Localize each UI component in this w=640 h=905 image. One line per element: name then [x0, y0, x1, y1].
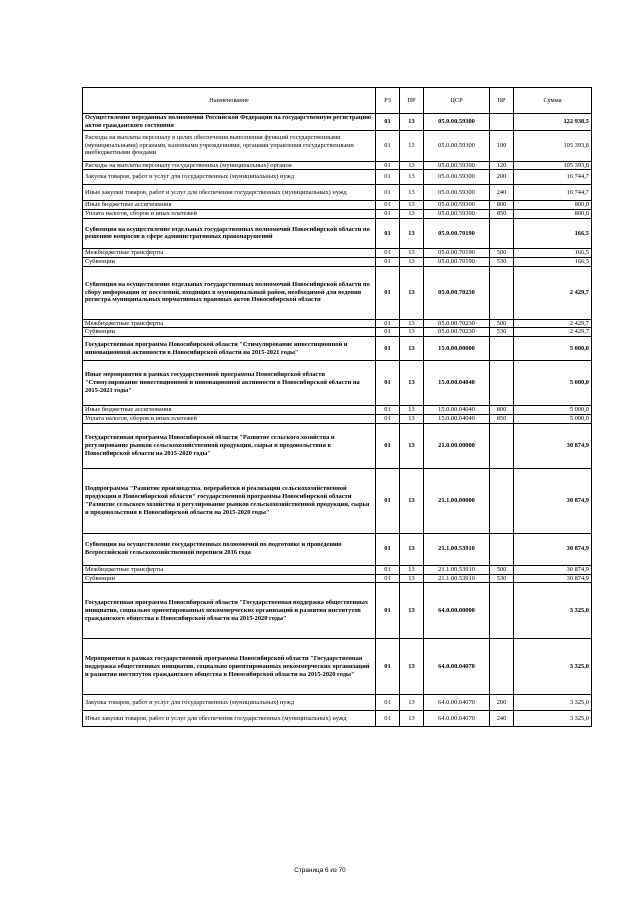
cell-pr: 13 — [400, 114, 424, 131]
cell-csr: 05.0.00.59300 — [424, 114, 490, 131]
cell-name: Мероприятия в рамках государственной программы Новосибирской области "Государственная поддержка общественных инициатив, социально ориентированных некоммерческих организаций и развития институтов гражданского общества в Новосибирской области на 2015-2020 годы" — [83, 639, 376, 695]
column-header-rz: РЗ — [376, 88, 400, 114]
cell-sum: 30 874,9 — [514, 533, 592, 565]
cell-pr: 13 — [400, 210, 424, 219]
cell-name: Закупка товаров, работ и услуг для государственных (муниципальных) нужд — [83, 695, 376, 711]
cell-csr: 05.0.00.59300 — [424, 210, 490, 219]
cell-rz: 01 — [376, 218, 400, 248]
table-row — [83, 639, 592, 695]
table-row — [83, 583, 592, 639]
cell-sum: 30 874,9 — [514, 468, 592, 533]
cell-sum: 5 000,0 — [514, 337, 592, 361]
cell-name: Иные мероприятия в рамках государственной программы Новосибирской области "Стимулирование инвестиционной и инновационной активности в Новосибирской области на 2015-2021 годы" — [83, 361, 376, 406]
cell-pr: 13 — [400, 337, 424, 361]
cell-rz: 01 — [376, 695, 400, 711]
cell-vr — [490, 468, 514, 533]
cell-pr: 13 — [400, 639, 424, 695]
cell-vr — [490, 423, 514, 468]
cell-vr: 500 — [490, 248, 514, 257]
cell-vr: 530 — [490, 257, 514, 266]
cell-name: Межбюджетные трансферты — [83, 565, 376, 574]
cell-csr: 05.0.00.70230 — [424, 328, 490, 337]
cell-csr: 15.0.00.00000 — [424, 337, 490, 361]
cell-csr: 21.1.00.53910 — [424, 533, 490, 565]
cell-vr: 200 — [490, 170, 514, 185]
cell-csr: 64.0.00.04070 — [424, 711, 490, 727]
document-page — [82, 87, 591, 727]
column-header-sum: Сумма — [514, 88, 592, 114]
cell-rz: 01 — [376, 161, 400, 170]
cell-rz: 01 — [376, 639, 400, 695]
table-row — [83, 414, 592, 423]
cell-csr: 05.0.00.59300 — [424, 201, 490, 210]
cell-sum: 16 744,7 — [514, 185, 592, 201]
column-header-name: Наименование — [83, 88, 376, 114]
column-header-pr: ПР — [400, 88, 424, 114]
cell-pr: 13 — [400, 533, 424, 565]
cell-sum: 3 325,0 — [514, 639, 592, 695]
cell-pr: 13 — [400, 218, 424, 248]
cell-pr: 13 — [400, 130, 424, 161]
cell-rz: 01 — [376, 130, 400, 161]
cell-name: Государственная программа Новосибирской области "Стимулирование инвестиционной и инновационной активности в Новосибирской области на 2015-2021 годы" — [83, 337, 376, 361]
column-header-csr: ЦСР — [424, 88, 490, 114]
table-row — [83, 711, 592, 727]
cell-pr: 13 — [400, 257, 424, 266]
cell-pr: 13 — [400, 248, 424, 257]
cell-csr: 64.0.00.04070 — [424, 639, 490, 695]
cell-vr: 100 — [490, 130, 514, 161]
table-row — [83, 218, 592, 248]
cell-csr: 05.0.00.70190 — [424, 248, 490, 257]
cell-csr: 64.0.00.04070 — [424, 695, 490, 711]
cell-pr: 13 — [400, 201, 424, 210]
cell-csr: 21.1.00.53910 — [424, 565, 490, 574]
cell-rz: 01 — [376, 423, 400, 468]
cell-name: Осуществление переданных полномочий Российской Федерации на государственную регистрацию актов гражданского состояния — [83, 114, 376, 131]
cell-pr: 13 — [400, 170, 424, 185]
cell-vr: 530 — [490, 328, 514, 337]
table-row — [83, 565, 592, 574]
cell-csr: 05.0.00.70190 — [424, 257, 490, 266]
cell-pr: 13 — [400, 583, 424, 639]
cell-pr: 13 — [400, 319, 424, 328]
cell-pr: 13 — [400, 695, 424, 711]
budget-table — [82, 87, 592, 727]
cell-csr: 05.0.00.70230 — [424, 319, 490, 328]
cell-sum: 5 000,0 — [514, 414, 592, 423]
cell-vr — [490, 583, 514, 639]
cell-rz: 01 — [376, 210, 400, 219]
cell-vr — [490, 266, 514, 319]
cell-name: Субвенция на осуществление отдельных государственных полномочий Новосибирской области по сбору информации от поселений, входящих в муниципальный район, необходимой для ведения регистра муниципальных нормативных правовых актов Новосибирской области — [83, 266, 376, 319]
cell-sum: 30 874,9 — [514, 574, 592, 583]
cell-rz: 01 — [376, 328, 400, 337]
cell-name: Подпрограмма "Развитие производства, переработки и реализации сельскохозяйственной продукции в Новосибирской области" государственной программы Новосибирской области "Развитие сельского хозяйства и регулирование рынков сельскохозяйственной продукции, сырья и продовольствия в Новосибирской области на 2015-2020 годы" — [83, 468, 376, 533]
cell-sum: 3 325,0 — [514, 583, 592, 639]
cell-csr: 05.0.00.59300 — [424, 170, 490, 185]
table-row — [83, 574, 592, 583]
table-row — [83, 695, 592, 711]
cell-pr: 13 — [400, 468, 424, 533]
cell-sum: 166,5 — [514, 257, 592, 266]
cell-vr: 850 — [490, 414, 514, 423]
table-body — [83, 114, 592, 727]
cell-pr: 13 — [400, 361, 424, 406]
table-row — [83, 337, 592, 361]
cell-sum: 105 393,8 — [514, 161, 592, 170]
cell-csr: 05.0.00.70230 — [424, 266, 490, 319]
cell-sum: 2 429,7 — [514, 328, 592, 337]
cell-sum: 2 429,7 — [514, 319, 592, 328]
table-row — [83, 533, 592, 565]
table-row — [83, 257, 592, 266]
cell-sum: 800,0 — [514, 201, 592, 210]
cell-pr: 13 — [400, 328, 424, 337]
column-header-vr: ВР — [490, 88, 514, 114]
cell-name: Субвенция на осуществление отдельных государственных полномочий Новосибирской области по решению вопросов в сфере административных правонарушений — [83, 218, 376, 248]
cell-sum: 3 325,0 — [514, 695, 592, 711]
cell-rz: 01 — [376, 574, 400, 583]
cell-name: Межбюджетные трансферты — [83, 248, 376, 257]
cell-sum: 166,5 — [514, 218, 592, 248]
cell-rz: 01 — [376, 565, 400, 574]
cell-pr: 13 — [400, 565, 424, 574]
cell-rz: 01 — [376, 257, 400, 266]
cell-vr — [490, 361, 514, 406]
cell-vr — [490, 337, 514, 361]
cell-csr: 05.0.00.70190 — [424, 218, 490, 248]
cell-name: Уплата налогов, сборов и иных платежей — [83, 414, 376, 423]
table-row — [83, 185, 592, 201]
cell-sum: 2 429,7 — [514, 266, 592, 319]
cell-sum: 122 938,5 — [514, 114, 592, 131]
cell-vr: 800 — [490, 201, 514, 210]
table-row — [83, 406, 592, 415]
cell-pr: 13 — [400, 414, 424, 423]
cell-name: Субвенции — [83, 574, 376, 583]
cell-sum: 30 874,9 — [514, 423, 592, 468]
cell-sum: 5 000,0 — [514, 406, 592, 415]
cell-rz: 01 — [376, 583, 400, 639]
cell-pr: 13 — [400, 574, 424, 583]
cell-csr: 21.1.00.53910 — [424, 574, 490, 583]
cell-sum: 3 325,0 — [514, 711, 592, 727]
table-row — [83, 468, 592, 533]
cell-vr: 500 — [490, 319, 514, 328]
cell-vr: 850 — [490, 210, 514, 219]
cell-vr: 200 — [490, 695, 514, 711]
table-row — [83, 114, 592, 131]
cell-vr: 120 — [490, 161, 514, 170]
cell-sum: 30 874,9 — [514, 565, 592, 574]
table-row — [83, 361, 592, 406]
cell-rz: 01 — [376, 170, 400, 185]
cell-sum: 800,0 — [514, 210, 592, 219]
cell-name: Субвенции — [83, 328, 376, 337]
cell-pr: 13 — [400, 423, 424, 468]
cell-rz: 01 — [376, 201, 400, 210]
cell-rz: 01 — [376, 266, 400, 319]
cell-name: Иные бюджетные ассигнования — [83, 406, 376, 415]
cell-pr: 13 — [400, 266, 424, 319]
cell-rz: 01 — [376, 114, 400, 131]
page-number: Страница 6 из 70 — [294, 867, 346, 874]
cell-csr: 15.0.00.04040 — [424, 414, 490, 423]
cell-name: Уплата налогов, сборов и иных платежей — [83, 210, 376, 219]
table-row — [83, 170, 592, 185]
table-header-row — [83, 88, 592, 114]
cell-rz: 01 — [376, 406, 400, 415]
cell-rz: 01 — [376, 185, 400, 201]
cell-name: Закупка товаров, работ и услуг для государственных (муниципальных) нужд — [83, 170, 376, 185]
cell-name: Государственная программа Новосибирской области "Государственная поддержка общественных инициатив, социально ориентированных некоммерческих организаций и развития институтов гражданского общества в Новосибирской области на 2015-2020 годы" — [83, 583, 376, 639]
cell-name: Иные закупки товаров, работ и услуг для обеспечения государственных (муниципальных) нужд — [83, 711, 376, 727]
cell-vr: 240 — [490, 711, 514, 727]
cell-rz: 01 — [376, 414, 400, 423]
cell-vr — [490, 218, 514, 248]
cell-csr: 05.0.00.59300 — [424, 161, 490, 170]
cell-sum: 166,5 — [514, 248, 592, 257]
cell-name: Субвенции — [83, 257, 376, 266]
cell-name: Расходы на выплаты персоналу в целях обеспечения выполнения функций государственными (муниципальными) органами, казенными учреждениями, органами управления государственными внебюджетными фондами — [83, 130, 376, 161]
cell-pr: 13 — [400, 406, 424, 415]
cell-name: Межбюджетные трансферты — [83, 319, 376, 328]
table-row — [83, 328, 592, 337]
cell-name: Государственная программа Новосибирской области "Развитие сельского хозяйства и регулирование рынков сельскохозяйственной продукции, сырья и продовольствия в Новосибирской области на 2015-2020 годы" — [83, 423, 376, 468]
cell-vr — [490, 114, 514, 131]
cell-name: Иные бюджетные ассигнования — [83, 201, 376, 210]
cell-csr: 05.0.00.59300 — [424, 130, 490, 161]
cell-rz: 01 — [376, 319, 400, 328]
cell-name: Иные закупки товаров, работ и услуг для обеспечения государственных (муниципальных) нужд — [83, 185, 376, 201]
cell-csr: 21.1.00.00000 — [424, 468, 490, 533]
table-row — [83, 423, 592, 468]
cell-vr: 240 — [490, 185, 514, 201]
cell-sum: 105 393,8 — [514, 130, 592, 161]
cell-rz: 01 — [376, 248, 400, 257]
cell-csr: 05.0.00.59300 — [424, 185, 490, 201]
cell-rz: 01 — [376, 533, 400, 565]
table-row — [83, 130, 592, 161]
cell-rz: 01 — [376, 361, 400, 406]
table-row — [83, 201, 592, 210]
cell-csr: 15.0.00.04040 — [424, 361, 490, 406]
table-row — [83, 161, 592, 170]
cell-csr: 64.0.00.00000 — [424, 583, 490, 639]
cell-rz: 01 — [376, 468, 400, 533]
table-row — [83, 210, 592, 219]
cell-sum: 5 000,0 — [514, 361, 592, 406]
table-row — [83, 248, 592, 257]
cell-vr — [490, 533, 514, 565]
cell-rz: 01 — [376, 711, 400, 727]
cell-pr: 13 — [400, 711, 424, 727]
cell-csr: 15.0.00.04040 — [424, 406, 490, 415]
cell-name: Субвенции на осуществление государственных полномочий по подготовке и проведению Всероссийской сельскохозяйственной переписи 2016 года — [83, 533, 376, 565]
cell-rz: 01 — [376, 337, 400, 361]
cell-pr: 13 — [400, 161, 424, 170]
table-row — [83, 266, 592, 319]
cell-vr: 500 — [490, 565, 514, 574]
table-row — [83, 319, 592, 328]
cell-vr — [490, 639, 514, 695]
cell-vr: 530 — [490, 574, 514, 583]
cell-pr: 13 — [400, 185, 424, 201]
cell-sum: 16 744,7 — [514, 170, 592, 185]
cell-csr: 21.0.00.00000 — [424, 423, 490, 468]
cell-name: Расходы на выплаты персоналу государственных (муниципальных) органов — [83, 161, 376, 170]
cell-vr: 800 — [490, 406, 514, 415]
